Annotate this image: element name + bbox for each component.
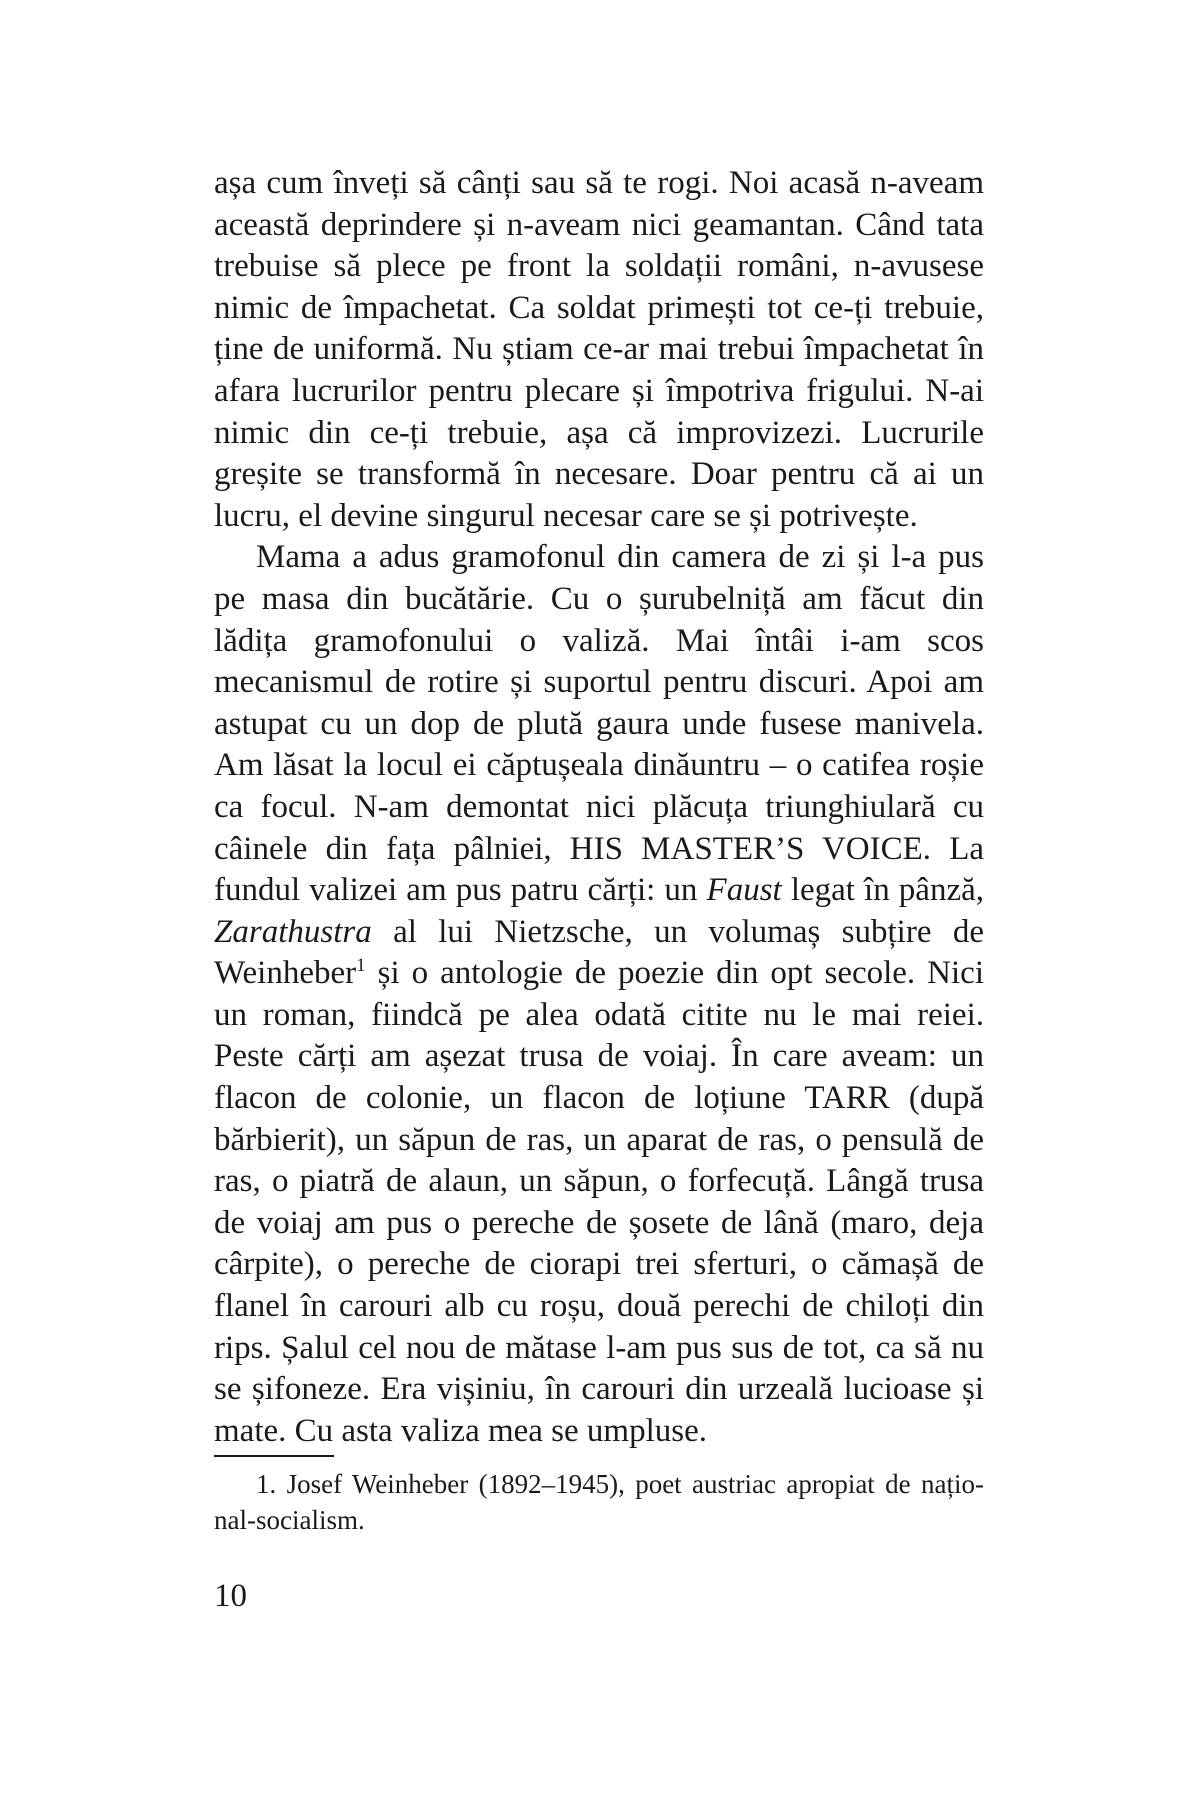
body-text <box>214 163 984 1452</box>
paragraph-2-text-after: și o antologie de poezie din opt secole. Nici un roman, fiindcă pe alea odată citite nu le mai reiei. Peste cărți am așezat trusa de voiaj. În care aveam: un flacon de colonie, un flacon de loțiune TARR (după bărbierit), un săpun de ras, un aparat de ras, o pensulă de ras, o piatră de alaun, un săpun, o forfecuță. Lângă trusa de voiaj am pus o pereche de șosete de lână (maro, deja cârpite), o pereche de ciorapi trei sferturi, o cămașă de flanel în carouri alb cu roșu, două perechi de chiloți din rips. Șalul cel nou de mătase l-am pus sus de tot, ca să nu se șifoneze. Era vișiniu, în carouri din urzeală lucioase și mate. Cu asta valiza mea se umpluse. <box>214 955 984 1449</box>
paragraph-2-text-before: Mama a adus gramofonul din camera de zi și l-a pus pe masa din bucătărie. Cu o șurubelniță am făcut din lădița gramofonului o valiză. Mai întâi i-am scos mecanismul de rotire și suportul pentru discuri. Apoi am astupat cu un dop de plută gaura unde fusese manivela. Am lăsat la locul ei căptușeala dinăuntru – o catifea roșie ca focul. N-am demontat nici plăcuța triunghiulară cu câinele din fața pâlniei, HIS MASTER’S VOICE. La fundul valizei am pus patru cărți: un <box>214 539 984 909</box>
book-title-faust: Faust <box>706 872 782 909</box>
paragraph-2-text-mid-2: al lui Nietzsche, un volumaș subțire de Weinheber <box>214 913 984 992</box>
page-number: 10 <box>214 1578 247 1614</box>
paragraph-1: așa cum înveți să cânți sau să te rogi. Noi acasă n-aveam această deprindere și n-aveam nici geamantan. Când tata trebuise să plece pe front la soldații români, n-avusese nimic de împachetat. Ca soldat primești tot ce-ți trebuie, ține de uniformă. Nu știam ce-ar mai trebui împachetat în afara lucrurilor pentru plecare și împotriva frigului. N-ai nimic din ce-ți trebuie, așa că improvizezi. Lucrurile greșite se transformă în necesare. Doar pentru că ai un lucru, el devine singurul necesar care se și potrivește. <box>214 165 984 534</box>
footnote-divider <box>214 1455 334 1457</box>
paragraph-2 <box>214 537 984 1452</box>
footnote: 1. Josef Weinheber (1892–1945), poet austriac apropiat de național-socialism. <box>214 1469 984 1535</box>
footnote-reference: 1 <box>356 955 366 977</box>
book-title-zarathustra: Zarathustra <box>214 913 372 950</box>
paragraph-2-text-mid-1: legat în pânză, <box>781 872 984 909</box>
